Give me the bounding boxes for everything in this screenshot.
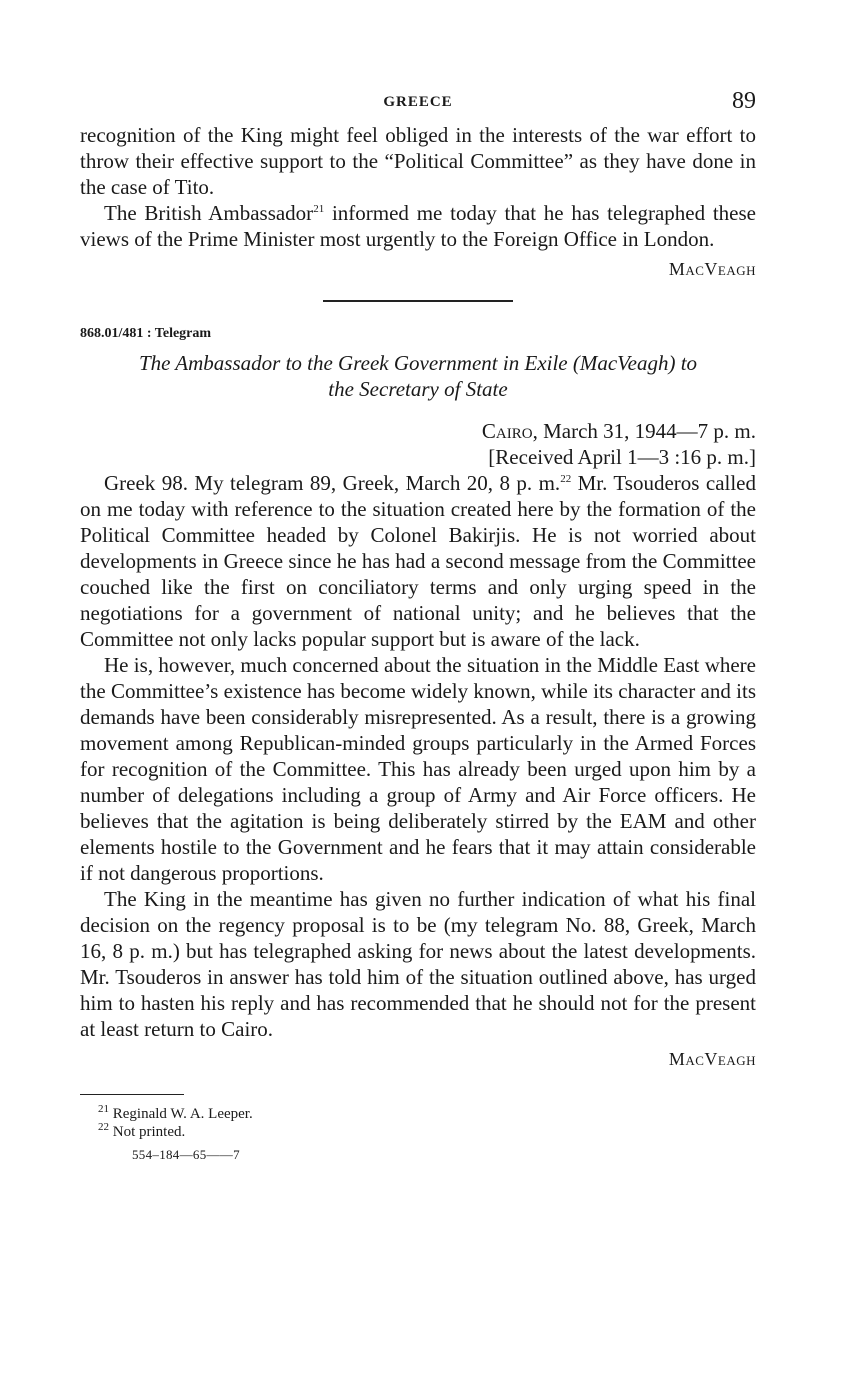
telegram-paragraph-1-start: Greek 98. My telegram 89, Greek, March 20, 8 p. m.	[104, 471, 561, 495]
prev-paragraph-2-start: The British Ambassador	[104, 201, 314, 225]
running-head	[80, 88, 756, 122]
section-divider	[323, 300, 513, 302]
footnote-mark: 22	[98, 1121, 109, 1133]
telegram-paragraph-3: The King in the meantime has given no further indication of what his final decision on the regency proposal is to be (my telegram No. 88, Greek, March 16, 8 p. m.) but has telegraphed asking for news about the latest developments. Mr. Tsouderos in answer has told him of the situation outlined above, has urged him to hasten his reply and has recommended that he should not for the present at least return to Cairo.	[80, 887, 756, 1041]
prev-paragraph-2	[80, 200, 756, 252]
telegram-paragraph-1-end: Mr. Tsouderos called on me today with reference to the situation created here by the formation of the Political Committee headed by Colonel Bakirjis. He is not worried about developments in Greece since he has had a second message from the Committee couched like the first on conciliatory terms and only urging speed in the negotiations for a government of national unity; and he believes that the Committee not only lacks popular support but is aware of the lack.	[80, 471, 757, 651]
file-reference: 868.01/481 : Telegram	[80, 326, 212, 341]
print-code: 554–184—65——7	[132, 1147, 240, 1162]
footnote-22	[80, 1123, 756, 1141]
running-title: GREECE	[383, 94, 453, 110]
telegram-paragraph-2: He is, however, much concerned about the situation in the Middle East where the Committee’s existence has become widely known, while its character and its demands have been considerably misrepresented. As a result, there is a growing movement among Republican-minded groups particularly in the Armed Forces for recognition of the Committee. This has already been urged upon him by a number of delegations including a group of Army and Air Force officers. He believes that the agitation is being deliberately stirred by the EAM and other elements hostile to the Government and he fears that it may attain considerable if not dangerous proportions.	[80, 653, 756, 885]
document-title-line-1: The Ambassador to the Greek Government in Exile (MacVeagh) to	[138, 351, 698, 375]
dateline	[80, 418, 756, 444]
footnote-ref-21: 21	[313, 203, 325, 215]
telegram-signature: MacVeagh	[668, 1049, 756, 1069]
prev-paragraph-1: recognition of the King might feel obliged in the interests of the war effort to throw their effective support to the “Political Committee” as they have done in the case of Tito.	[80, 123, 756, 199]
telegram-paragraph-1	[80, 470, 756, 652]
footnote-21	[80, 1105, 756, 1123]
footnote-text: Reginald W. A. Leeper.	[112, 1106, 253, 1122]
dateline-place: Cairo	[481, 419, 533, 443]
page-number: 89	[732, 88, 756, 114]
document-page	[80, 88, 756, 1163]
footnote-mark: 21	[98, 1103, 109, 1115]
dateline-date: , March 31, 1944—7 p. m.	[532, 419, 756, 443]
prev-signature: MacVeagh	[668, 259, 756, 279]
prev-paragraph-2-end: informed me today that he has telegraphed these views of the Prime Minister most urgently to the Foreign Office in London.	[80, 201, 756, 251]
document-title-line-2: the Secretary of State	[328, 377, 508, 401]
footnote-divider	[80, 1094, 184, 1095]
footnote-ref-22: 22	[560, 473, 572, 485]
received-line: [Received April 1—3 :16 p. m.]	[488, 445, 756, 469]
footnote-text: Not printed.	[112, 1124, 186, 1140]
